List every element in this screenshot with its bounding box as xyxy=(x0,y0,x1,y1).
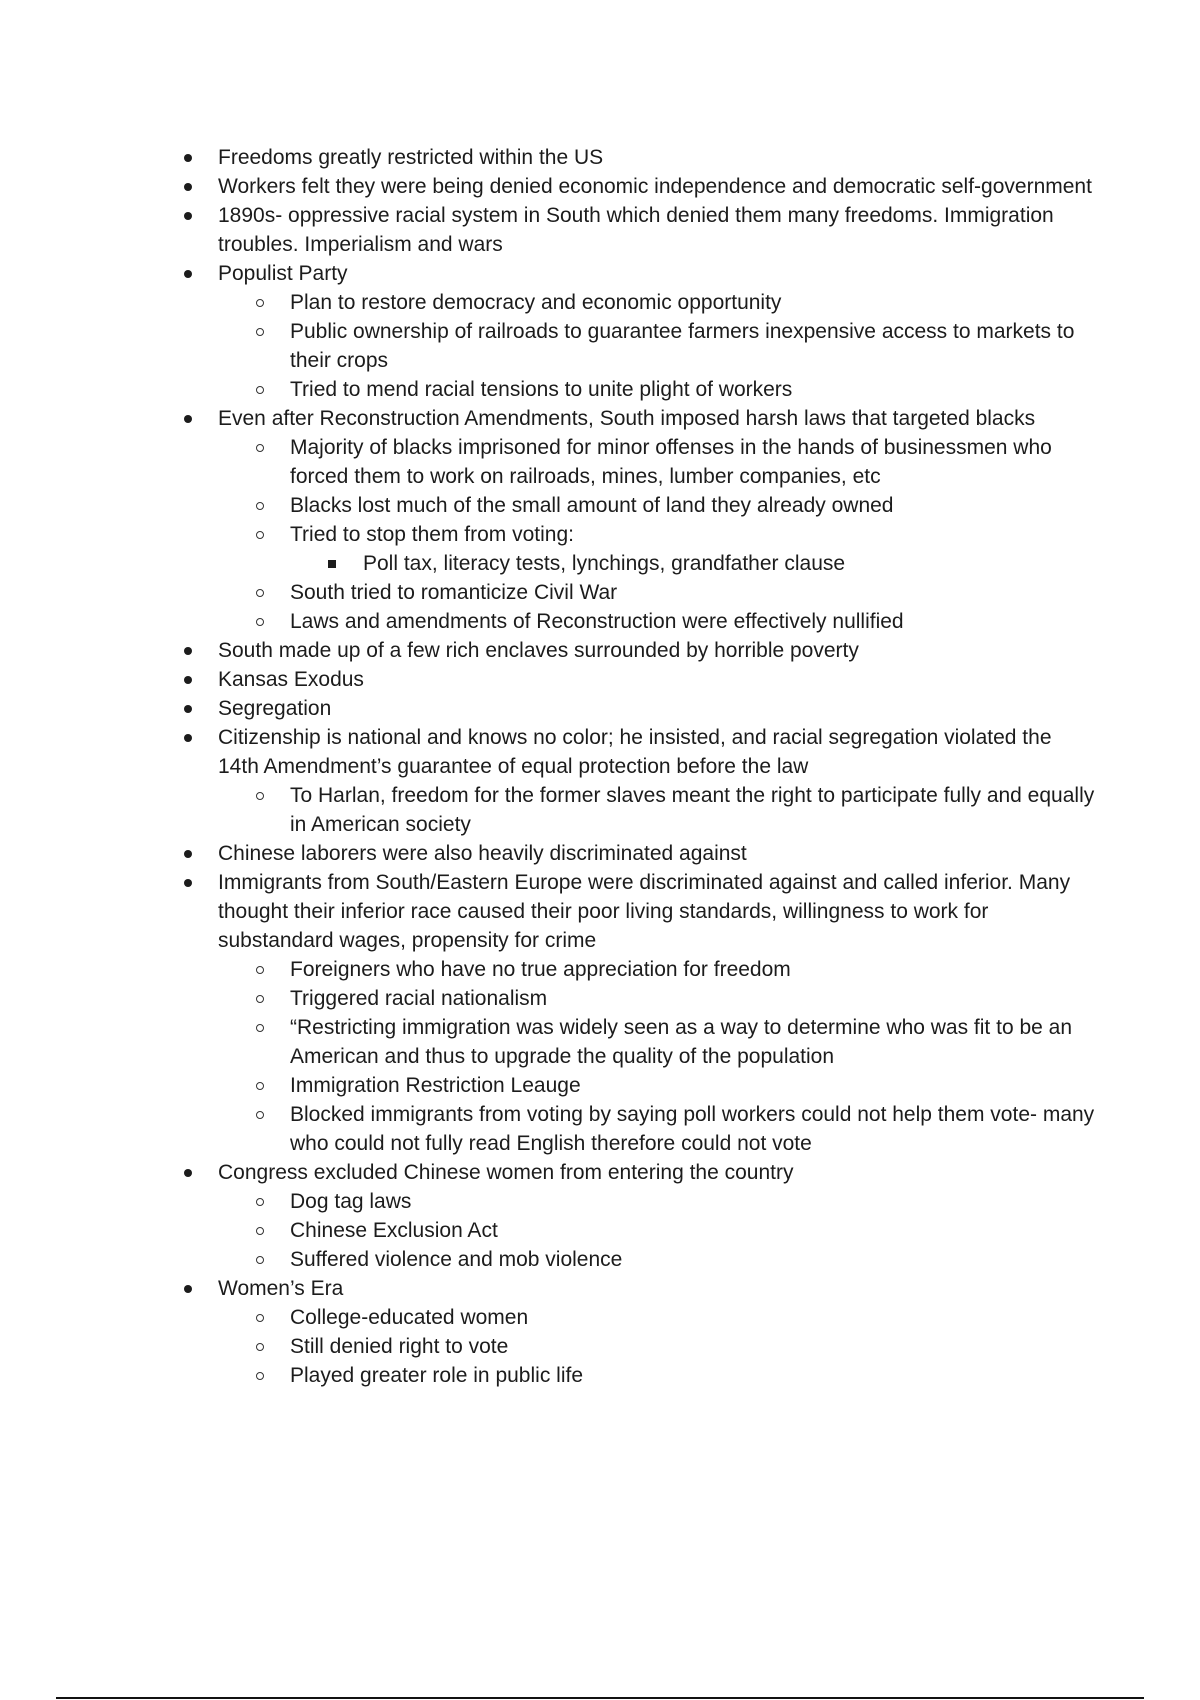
list-item-text: Workers felt they were being denied economic independence and democratic self-government xyxy=(218,175,1092,198)
sub-list-item-text: Dog tag laws xyxy=(290,1190,412,1213)
bullet-disc-icon xyxy=(184,183,192,191)
sub-list-item xyxy=(290,781,1098,839)
sub-sub-list xyxy=(290,549,1098,578)
sub-list-item-text: Immigration Restriction Leauge xyxy=(290,1074,581,1097)
sub-list-item xyxy=(290,1071,1098,1100)
list-item xyxy=(218,665,1098,694)
sub-list-item-text: Tried to stop them from voting: xyxy=(290,523,575,546)
sub-list xyxy=(218,955,1098,1158)
bullet-circle-icon xyxy=(256,1082,264,1090)
bullet-circle-icon xyxy=(256,531,264,539)
bullet-disc-icon xyxy=(184,850,192,858)
sub-list xyxy=(218,433,1098,636)
list-item-text: Congress excluded Chinese women from entering the country xyxy=(218,1161,794,1184)
bullet-disc-icon xyxy=(184,676,192,684)
list-item xyxy=(218,201,1098,259)
bullet-circle-icon xyxy=(256,328,264,336)
sub-sub-list-item-text: Poll tax, literacy tests, lynchings, grandfather clause xyxy=(363,552,846,575)
sub-list-item xyxy=(290,288,1098,317)
list-item xyxy=(218,172,1098,201)
sub-list-item xyxy=(290,1013,1098,1071)
bullet-circle-icon xyxy=(256,995,264,1003)
sub-list-item-text: South tried to romanticize Civil War xyxy=(290,581,618,604)
bullet-circle-icon xyxy=(256,502,264,510)
list-item-text: Segregation xyxy=(218,697,332,720)
footer-divider xyxy=(56,1697,1144,1699)
sub-list-item xyxy=(290,375,1098,404)
sub-list-item xyxy=(290,984,1098,1013)
sub-list-item xyxy=(290,1187,1098,1216)
sub-list xyxy=(218,288,1098,404)
sub-list-item-text: Plan to restore democracy and economic opportunity xyxy=(290,291,782,314)
sub-list-item xyxy=(290,1100,1098,1158)
sub-list-item-text: Tried to mend racial tensions to unite plight of workers xyxy=(290,378,793,401)
sub-list-item-text: Suffered violence and mob violence xyxy=(290,1248,623,1271)
bullet-disc-icon xyxy=(184,879,192,887)
bullet-disc-icon xyxy=(184,734,192,742)
bullet-circle-icon xyxy=(256,1198,264,1206)
list-item-text: Citizenship is national and knows no color; he insisted, and racial segregation violated the 14th Amendment’s guarantee of equal protection before the law xyxy=(218,726,1052,778)
list-item xyxy=(218,723,1098,839)
list-item-text: Freedoms greatly restricted within the US xyxy=(218,146,604,169)
sub-list xyxy=(218,1303,1098,1390)
sub-list-item xyxy=(290,317,1098,375)
sub-list-item xyxy=(290,1361,1098,1390)
sub-list-item-text: Chinese Exclusion Act xyxy=(290,1219,498,1242)
list-item-text: South made up of a few rich enclaves surrounded by horrible poverty xyxy=(218,639,859,662)
sub-list-item xyxy=(290,1245,1098,1274)
sub-list-item xyxy=(290,520,1098,578)
sub-list-item xyxy=(290,491,1098,520)
bullet-circle-icon xyxy=(256,1024,264,1032)
sub-list-item-text: Still denied right to vote xyxy=(290,1335,509,1358)
sub-list-item-text: “Restricting immigration was widely seen as a way to determine who was fit to be an American and thus to upgrade the quality of the population xyxy=(290,1016,1073,1068)
list-item xyxy=(218,636,1098,665)
sub-list-item-text: College-educated women xyxy=(290,1306,529,1329)
list-item-text: 1890s- oppressive racial system in South which denied them many freedoms. Immigration troubles. Imperialism and wars xyxy=(218,204,1054,256)
list-item xyxy=(218,1158,1098,1274)
bullet-disc-icon xyxy=(184,1285,192,1293)
sub-list-item-text: Foreigners who have no true appreciation for freedom xyxy=(290,958,791,981)
bullet-circle-icon xyxy=(256,444,264,452)
bullet-disc-icon xyxy=(184,1169,192,1177)
bullet-disc-icon xyxy=(184,270,192,278)
sub-list-item-text: Laws and amendments of Reconstruction were effectively nullified xyxy=(290,610,904,633)
bullet-circle-icon xyxy=(256,792,264,800)
list-item xyxy=(218,259,1098,404)
bullet-disc-icon xyxy=(184,647,192,655)
bullet-circle-icon xyxy=(256,1343,264,1351)
sub-list-item xyxy=(290,433,1098,491)
sub-list-item-text: Public ownership of railroads to guarantee farmers inexpensive access to markets to their crops xyxy=(290,320,1075,372)
list-item-text: Immigrants from South/Eastern Europe were discriminated against and called inferior. Many thought their inferior race caused their poor living standards, willingness to work for substandard wages, propensity for crime xyxy=(218,871,1071,952)
sub-list-item-text: Blacks lost much of the small amount of land they already owned xyxy=(290,494,894,517)
bullet-disc-icon xyxy=(184,705,192,713)
list-item-text: Women’s Era xyxy=(218,1277,344,1300)
bullet-circle-icon xyxy=(256,589,264,597)
sub-list-item-text: Majority of blacks imprisoned for minor offenses in the hands of businessmen who forced them to work on railroads, mines, lumber companies, etc xyxy=(290,436,1052,488)
bullet-circle-icon xyxy=(256,299,264,307)
bullet-circle-icon xyxy=(256,386,264,394)
sub-list-item-text: Triggered racial nationalism xyxy=(290,987,548,1010)
sub-list xyxy=(218,1187,1098,1274)
bullet-circle-icon xyxy=(256,1256,264,1264)
sub-list-item-text: Played greater role in public life xyxy=(290,1364,583,1387)
sub-list-item xyxy=(290,578,1098,607)
sub-list-item-text: To Harlan, freedom for the former slaves meant the right to participate fully and equally in American society xyxy=(290,784,1095,836)
bullet-circle-icon xyxy=(256,1111,264,1119)
list-item-text: Populist Party xyxy=(218,262,348,285)
notes-list xyxy=(218,143,1098,1390)
list-item xyxy=(218,839,1098,868)
bullet-circle-icon xyxy=(256,1227,264,1235)
bullet-disc-icon xyxy=(184,154,192,162)
sub-sub-list-item xyxy=(363,549,1098,578)
list-item-text: Even after Reconstruction Amendments, South imposed harsh laws that targeted blacks xyxy=(218,407,1036,430)
list-item xyxy=(218,1274,1098,1390)
list-item xyxy=(218,868,1098,1158)
sub-list-item xyxy=(290,1332,1098,1361)
bullet-circle-icon xyxy=(256,1372,264,1380)
list-item xyxy=(218,404,1098,636)
sub-list-item xyxy=(290,955,1098,984)
sub-list xyxy=(218,781,1098,839)
bullet-circle-icon xyxy=(256,618,264,626)
bullet-square-icon xyxy=(328,560,336,568)
sub-list-item-text: Blocked immigrants from voting by saying poll workers could not help them vote- many who could not fully read English therefore could not vote xyxy=(290,1103,1095,1155)
bullet-disc-icon xyxy=(184,415,192,423)
sub-list-item xyxy=(290,607,1098,636)
sub-list-item xyxy=(290,1303,1098,1332)
list-item-text: Kansas Exodus xyxy=(218,668,364,691)
list-item xyxy=(218,694,1098,723)
list-item-text: Chinese laborers were also heavily discriminated against xyxy=(218,842,747,865)
sub-list-item xyxy=(290,1216,1098,1245)
list-item xyxy=(218,143,1098,172)
bullet-disc-icon xyxy=(184,212,192,220)
bullet-circle-icon xyxy=(256,966,264,974)
bullet-circle-icon xyxy=(256,1314,264,1322)
